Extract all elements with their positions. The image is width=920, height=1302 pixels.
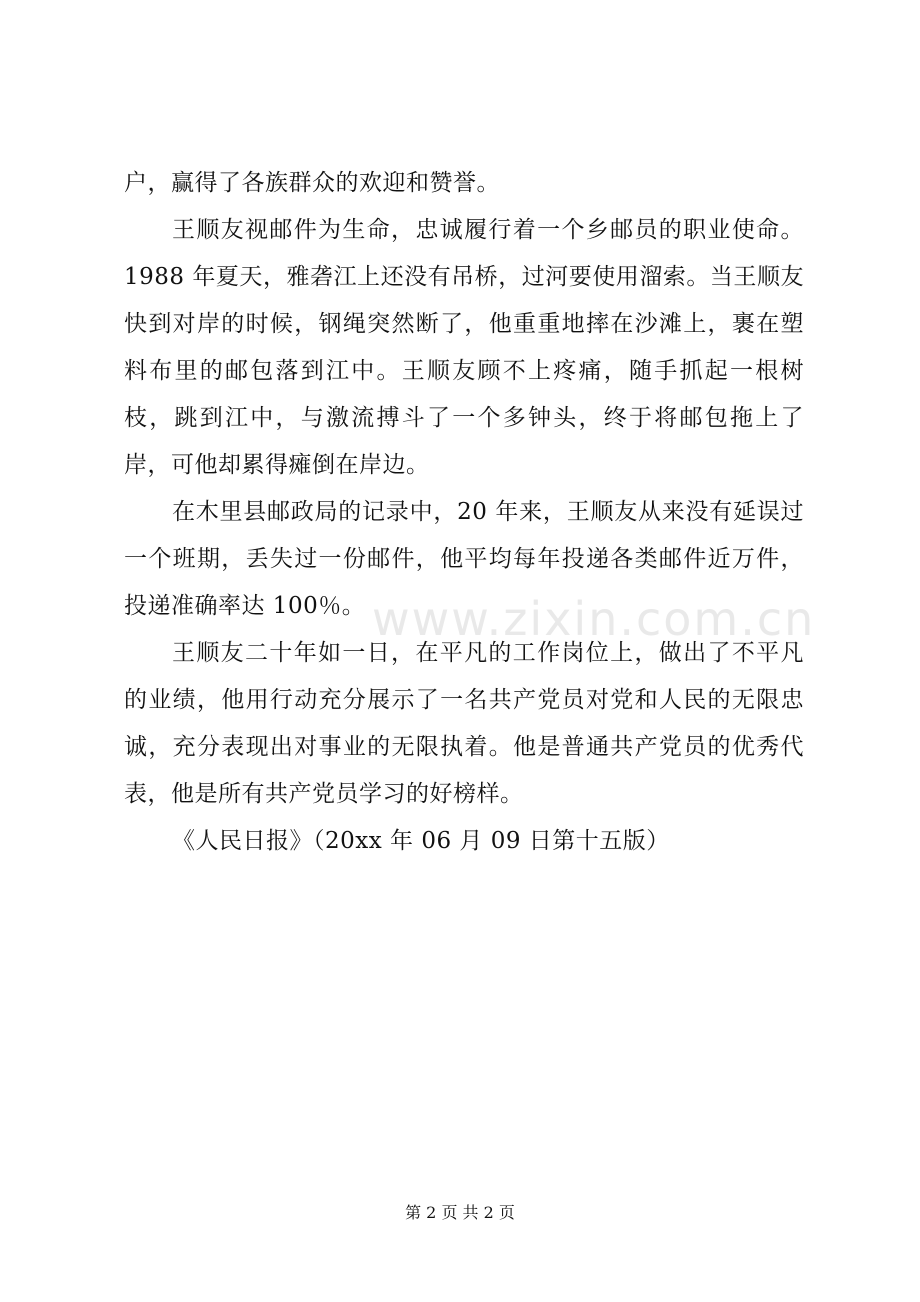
paragraph-postal-record: 在木里县邮政局的记录中，20 年来，王顺友从来没有延误过一个班期，丢失过一份邮件，他平均每年投递各类邮件近万件，投递准确率达 100％。 <box>124 499 804 619</box>
document-body <box>124 160 804 865</box>
source-citation: 《人民日报》（20xx 年 06 月 09 日第十五版） <box>172 828 670 854</box>
paragraph-continuation: 户，赢得了各族群众的欢迎和赞誉。 <box>124 170 500 196</box>
paragraph-role-model: 王顺友二十年如一日，在平凡的工作岗位上，做出了不平凡的业绩，他用行动充分展示了一名共产党员对党和人民的无限忠诚，充分表现出对事业的无限执着。他是普通共产党员的优秀代表，他是所有共产党员学习的好榜样。 <box>124 640 804 807</box>
paragraph-mail-as-life: 王顺友视邮件为生命，忠诚履行着一个乡邮员的职业使命。1988 年夏天，雅砻江上还没有吊桥，过河要使用溜索。当王顺友快到对岸的时候，钢绳突然断了，他重重地摔在沙滩上，裹在塑料布里的邮包落到江中。王顺友顾不上疼痛，随手抓起一根树枝，跳到江中，与激流搏斗了一个多钟头，终于将邮包拖上了岸，可他却累得瘫倒在岸边。 <box>124 217 804 478</box>
page-footer: 第 2 页 共 2 页 <box>405 1203 515 1222</box>
watermark-text: www.zixin.com.cn <box>372 592 816 646</box>
